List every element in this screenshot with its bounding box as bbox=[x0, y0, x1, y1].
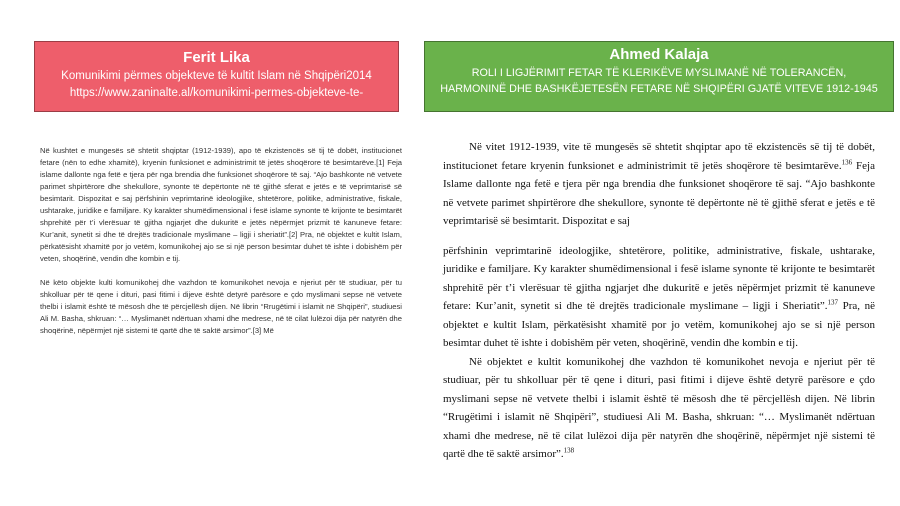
left-document-excerpt bbox=[40, 145, 402, 349]
footnote-137: 137 bbox=[827, 298, 839, 307]
left-author-name: Ferit Lika bbox=[183, 49, 250, 66]
right-author-name: Ahmed Kalaja bbox=[609, 46, 709, 63]
left-author-banner bbox=[34, 41, 399, 112]
footnote-138: 138 bbox=[563, 446, 575, 455]
right-paragraph-3 bbox=[443, 353, 875, 464]
left-paragraph-2: Në këto objekte kulti komunikohej dhe vazhdon të komunikohet nevoja e njeriut për të studiuar, për tu shkolluar për të qene i dituri, pasi fitimi i dijeve është detyrë parësore e çdo myslimani sepse në vetvete thelbi i islamit është të mësosh dhe të përcjellësh dijen. Në librin “Rrugëtimi i islamit në Shqipëri”, studiuesi Ali M. Basha, shkruan: “… Myslimanët ndërtuan xhami dhe medrese, në të cilat lulëzoi dija për natyrën dhe shoqërinë, nëpërmjet një sistemi të qartë dhe të saktë arsimor”.[3] Më bbox=[40, 278, 402, 335]
right-author-banner bbox=[424, 41, 894, 112]
right-document-excerpt bbox=[443, 138, 875, 464]
right-title-line-1: ROLI I LIGJËRIMIT FETAR TË KLERIKËVE MYSLIMANË NË TOLERANCËN, bbox=[471, 67, 847, 79]
right-paragraph-1 bbox=[443, 138, 875, 231]
right-paragraph-2a: përfshinin veprimtarinë ideologjike, shtetërore, politike, administrative, fiskale, ushtarake, juridike e familjare. Ky karakter shumëdimensional i fesë islame synonte të krijonte te besimtarët shprehitë për t’i vlerësuar të gjitha ngjarjet dhe dukuritë e jetës nëpërmjet prizmit të kanuneve fetare: Kur’anit, synetit si dhe të drejtës tradicionale myslimane – ligji i Sheriatit”. bbox=[443, 244, 875, 312]
right-paragraph-3a: Në objektet e kultit komunikohej dhe vazhdon të komunikohet nevoja e njeriut për të studiuar, për tu shkolluar për të qene i dituri, pasi fitimi i dijeve është detyrë parësore e çdo myslimani sepse në vetvete thelbi i islamit është të mësosh dhe të përcjellësh dijen. Në librin “Rrugëtimi i islamit në Shqipëri”, studiuesi Ali M. Basha, shkruan: “… Myslimanët ndërtuan xhami dhe medrese, në të cilat lulëzoi dija për natyrën dhe shoqërinë, nëpërmjet një sistemi të qartë dhe të saktë arsimor”. bbox=[443, 355, 875, 460]
left-article-url: https://www.zaninalte.al/komunikimi-permes-objekteve-te- bbox=[69, 87, 364, 99]
footnote-136: 136 bbox=[841, 157, 853, 166]
right-paragraph-1b: Feja Islame dallonte nga fetë e tjera për nga brendia dhe funksionet shoqërore të saj. “Ajo bashkonte në vetvete parimet shpirtërore dhe shekullore, synonte të depërtonte në të gjithë sferat e jetës e të veprimtarisë së besimtarit. Dispozitat e saj bbox=[443, 159, 875, 227]
right-paragraph-2 bbox=[443, 242, 875, 353]
right-paragraph-2b: Pra, në objektet e kultit Islam, përkatësisht xhamitë por jo vetëm, komunikohej ajo se si një person besimtar duhet të ishte i dobishëm për veten, shoqërinë, vendin dhe kombin e tij. bbox=[443, 300, 875, 349]
left-article-subtitle: Komunikimi përmes objekteve të kultit Islam në Shqipëri2014 bbox=[61, 70, 372, 82]
right-title-line-2: HARMONINË DHE BASHKËJETESËN FETARE NË SHQIPËRI GJATË VITEVE 1912-1945 bbox=[440, 83, 878, 95]
left-paragraph-1: Në kushtet e mungesës së shtetit shqiptar (1912-1939), apo të ekzistencës së tij të dobët, institucionet fetare (nën to edhe xhamitë), kryenin funksionet e administrimit të jetës shoqërore të besimtarëve.[1] Feja islame dallonte nga fetë e tjera për nga brendia dhe funksionet shoqërore të saj. “Ajo bashkonte në vetvete parimet shpirtërore dhe shekullore, synonte të depërtonte në të gjithë sferat e jetës e të veprimtarisë së besimtarit. Dispozitat e saj përfshinin veprimtarinë ideologjike, shtetërore, politike, administrative, fiskale, ushtarake, juridike e familjare. Ky karakter shumëdimensional i fesë islame synonte të krijonte te besimtarët shprehitë për t’i vlerësuar të gjitha ngjarjet dhe dukuritë e jetës nëpërmjet prizmit të kanuneve fetare: Kur’anit, synetit si dhe të drejtës tradicionale myslimane – ligji i sheriatit”.[2] Pra, në objektet e kultit Islam, përkatësisht xhamitë por jo vetëm, komunikohej ajo se si një person besimtar duhet të ishte i dobishëm për veten, shoqërinë, vendin dhe kombin e tij. bbox=[40, 146, 402, 263]
right-paragraph-1a: Në vitet 1912-1939, vite të mungesës së shtetit shqiptar apo të ekzistencës së tij të dobët, institucionet fetare kryenin funksionet e administrimit të jetës shoqërore të besimtarëve. bbox=[443, 141, 875, 172]
